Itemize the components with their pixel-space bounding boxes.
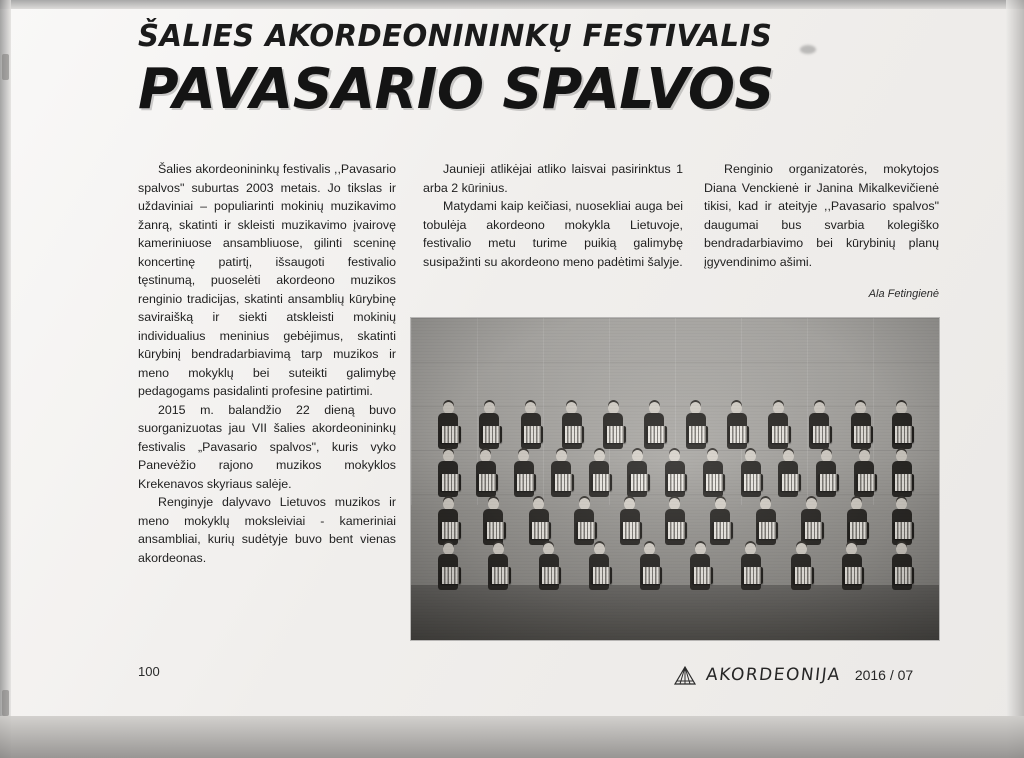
scan-edge-top xyxy=(0,0,1024,9)
photo-person xyxy=(639,543,661,607)
scan-edge-left xyxy=(0,0,11,758)
article-headline: PAVASARIO SPALVOS xyxy=(138,57,774,122)
brand-name: AKORDEONIJA xyxy=(704,665,842,685)
paragraph: Jaunieji atlikėjai atliko laisvai pasirinktus 1 arba 2 kūrinius. xyxy=(423,162,683,195)
accordion-bellows-icon xyxy=(672,664,698,686)
article-byline: Ala Fetingienė xyxy=(868,288,939,300)
scan-edge-bottom xyxy=(0,716,1024,758)
binding-hole-top xyxy=(2,54,9,80)
footer-brand xyxy=(672,664,913,686)
photo-person xyxy=(588,543,610,607)
photo-person xyxy=(740,543,762,607)
paragraph: Matydami kaip keičiasi, nuosekliai auga bei tobulėja akordeono mokykla Lietuvoje, festivalio metu turime puikią galimybę susipažinti su akordeono meno padėtimi šalyje. xyxy=(423,199,683,269)
issue-number: 2016 / 07 xyxy=(854,667,914,683)
photo-person xyxy=(538,543,560,607)
photo-person xyxy=(487,543,509,607)
paragraph: 2015 m. balandžio 22 dieną buvo suorganizuotas jau VII šalies akordeonininkų festivalis „Pavasario spalvos", kuris vyko Panevėžio rajono muzikos mokyklos Krekenavos skyriaus salėje. xyxy=(138,402,396,491)
photo-person xyxy=(841,543,863,607)
masthead xyxy=(138,19,898,122)
article-kicker: ŠALIES AKORDEONININKŲ FESTIVALIS xyxy=(138,19,773,54)
article-column-2 xyxy=(423,160,683,271)
scan-edge-right xyxy=(1006,0,1024,758)
photo-person xyxy=(790,543,812,607)
article-column-1 xyxy=(138,160,396,567)
article-column-3 xyxy=(704,160,939,304)
photo-row-kneeling xyxy=(437,543,913,607)
paragraph: Renginio organizatorės, mokytojos Diana Venckienė ir Janina Mikalkevičienė tikisi, kad ir ateityje ,,Pavasario spalvos" daugumai bus svarbia kolegiško bendradarbiavimo bei kūrybinių planų įgyvendinimo ašimi. xyxy=(704,162,939,269)
paragraph: Renginyje dalyvavo Lietuvos muzikos ir meno mokyklų moksleiviai - kameriniai ansambliai, kurių sudėtyje buvo bent vienas akordeonas. xyxy=(138,495,396,565)
photo-person xyxy=(689,543,711,607)
festival-group-photo xyxy=(411,318,939,640)
page-number: 100 xyxy=(138,664,160,679)
photo-person xyxy=(891,543,913,607)
paragraph: Šalies akordeonininkų festivalis ,,Pavasario spalvos" suburtas 2003 metais. Jo tikslas ir uždaviniai – populiarinti mokinių muzikavimo žanrą, skatinti ir skleisti muzikavimo įvairovę kameriniuose ansambliuose, gilinti sceninę koncertinę patirtį, išsaugoti festivalio tęstinumą, puoselėti akordeono muzikos renginio tradicijas, skatinti ansamblių kūrybinę saviraišką ir siekti atskleisti mokinių individualius meninius gebėjimus, skatinti kūrybinį bendradarbiavimą tarp muzikos ir meno mokyklų bei suteikti galimybę pedagogams pasidalinti profesine patirtimi. xyxy=(138,162,396,398)
photo-person xyxy=(437,543,459,607)
binding-hole-bottom xyxy=(2,690,9,716)
